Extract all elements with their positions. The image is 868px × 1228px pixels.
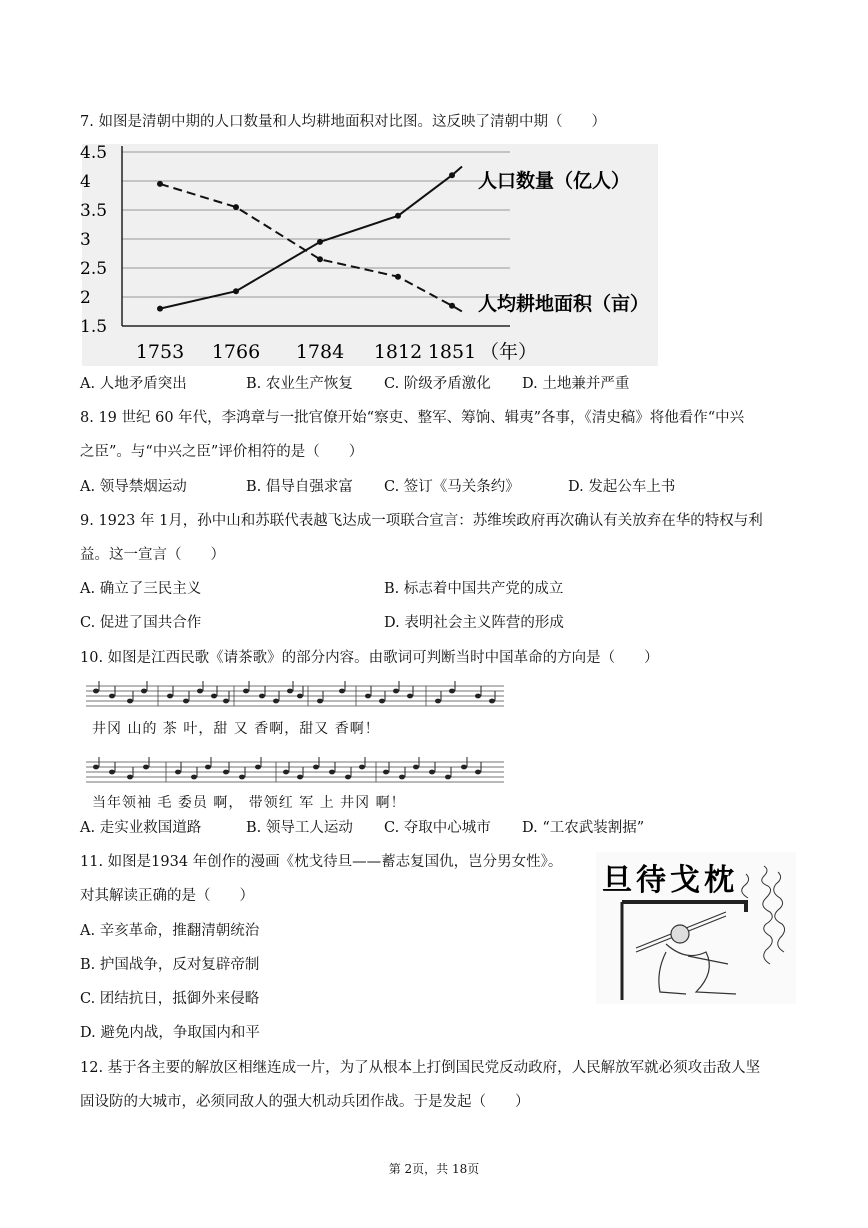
q9-option-b[interactable]: B. 标志着中国共产党的成立 [384, 581, 564, 597]
music-note [339, 689, 345, 694]
music-note [211, 694, 217, 699]
data-point [449, 172, 455, 178]
music-note [297, 694, 303, 699]
music-note [223, 699, 229, 704]
x-tick-label: 1753 [135, 341, 185, 363]
music-note [127, 775, 133, 780]
x-tick-label: 1851 [427, 341, 477, 363]
q8-option-d[interactable]: D. 发起公车上书 [568, 479, 676, 495]
population-farmland-chart [80, 140, 670, 370]
q11-stem2: 对其解读正确的是（ ） [80, 888, 254, 904]
music-note [93, 765, 99, 770]
x-tick-label: 1812 [373, 341, 423, 363]
y-tick-label: 2 [80, 288, 91, 308]
music-note [435, 699, 441, 704]
q9-option-c[interactable]: C. 促进了国共合作 [80, 615, 202, 631]
music-note [379, 699, 385, 704]
q10-option-a[interactable]: A. 走实业救国道路 [80, 820, 202, 836]
q12-stem-line1: 12. 基于各主要的解放区相继连成一片，为了从根本上打倒国民党反动政府，人民解放军就必须攻击敌人坚 [80, 1060, 761, 1076]
y-tick-label: 4.5 [80, 143, 108, 163]
x-tick-label: 1766 [211, 341, 261, 363]
y-tick-label: 3 [80, 230, 91, 250]
q12-stem-line2: 固设防的大城市，必须同敌人的强大机动兵团作战。于是发起（ ） [80, 1094, 530, 1110]
music-note [255, 765, 261, 770]
music-note [287, 689, 293, 694]
q8-stem-line1: 8. 19 世纪 60 年代，李鸿章与一批官僚开始“察吏、整军、筹饷、辑夷”各事，《清史稿》将他看作“中兴 [80, 410, 745, 426]
music-note [183, 699, 189, 704]
y-tick-label: 1.5 [80, 317, 108, 337]
q9-option-d[interactable]: D. 表明社会主义阵营的形成 [384, 615, 564, 631]
music-note [205, 765, 211, 770]
music-score-line1 [86, 676, 506, 712]
music-note [317, 699, 323, 704]
music-note [359, 765, 365, 770]
q11-stem: 11. 如图是1934 年创作的漫画《枕戈待旦——蓄志复国仇，岂分男女性》。 [80, 854, 563, 870]
music-note [109, 770, 115, 775]
music-note [223, 770, 229, 775]
music-note [191, 775, 197, 780]
music-note [141, 689, 147, 694]
music-note [239, 775, 245, 780]
music-score-line2 [86, 752, 506, 788]
music-note [197, 689, 203, 694]
music-note [297, 775, 303, 780]
music-note [413, 765, 419, 770]
data-point [449, 303, 455, 309]
q9-stem-line2: 益。这一宣言（ ） [80, 547, 225, 563]
q10-option-d[interactable]: D. “工农武装割据” [522, 820, 645, 836]
music-note [175, 770, 181, 775]
data-point [157, 306, 163, 312]
data-point [395, 274, 401, 280]
music-note [329, 770, 335, 775]
music-note [143, 765, 149, 770]
q9-option-a[interactable]: A. 确立了三民主义 [80, 581, 202, 597]
data-point [317, 239, 323, 245]
music-note [313, 765, 319, 770]
music-note [383, 770, 389, 775]
q7-option-c[interactable]: C. 阶级矛盾激化 [384, 376, 491, 392]
x-tick-label: 1784 [295, 341, 345, 363]
data-point [317, 256, 323, 262]
music-note [273, 699, 279, 704]
music-note [93, 689, 99, 694]
music-note [167, 694, 173, 699]
q10-stem: 10. 如图是江西民歌《请茶歌》的部分内容。由歌词可判断当时中国革命的方向是（ ） [80, 650, 659, 666]
music-note [109, 694, 115, 699]
cartoon-image [596, 852, 796, 1004]
q8-option-c[interactable]: C. 签订《马关条约》 [384, 479, 520, 495]
q11-option-c[interactable]: C. 团结抗日，抵御外来侵略 [80, 991, 260, 1007]
x-unit-label: （年） [480, 341, 538, 363]
music-note [475, 770, 481, 775]
music-note [393, 689, 399, 694]
music-note [399, 775, 405, 780]
q10-option-b[interactable]: B. 领导工人运动 [246, 820, 353, 836]
music-note [461, 765, 467, 770]
data-point [395, 213, 401, 219]
q7-option-d[interactable]: D. 土地兼并严重 [522, 376, 630, 392]
music-note [283, 770, 289, 775]
music-note [475, 694, 481, 699]
music-note [259, 694, 265, 699]
cartoon-title: 旦待戈枕 [602, 863, 738, 898]
data-point [157, 181, 163, 187]
q11-option-a[interactable]: A. 辛亥革命，推翻清朝统治 [80, 923, 260, 939]
q9-stem-line1: 9. 1923 年 1月，孙中山和苏联代表越飞达成一项联合宣言：苏维埃政府再次确认有关放弃在华的特权与利 [80, 513, 763, 529]
y-tick-label: 4 [80, 172, 91, 192]
music-note [449, 689, 455, 694]
series-label-farmland: 人均耕地面积（亩） [478, 293, 650, 315]
lyrics-line1: 井冈 山的 茶 叶，甜 又 香啊，甜又 香啊！ [92, 721, 380, 737]
page-footer: 第 2页，共 18页 [388, 1162, 480, 1176]
q8-option-a[interactable]: A. 领导禁烟运动 [80, 479, 187, 495]
series-label-population: 人口数量（亿人） [478, 170, 631, 192]
music-note [345, 775, 351, 780]
music-note [243, 689, 249, 694]
y-tick-label: 3.5 [80, 201, 108, 221]
q11-option-b[interactable]: B. 护国战争，反对复辟帝制 [80, 957, 260, 973]
data-point [233, 288, 239, 294]
q8-stem-line2: 之臣”。与“中兴之臣”评价相符的是（ ） [80, 444, 364, 460]
q8-option-b[interactable]: B. 倡导自强求富 [246, 479, 353, 495]
q11-option-d[interactable]: D. 避免内战，争取国内和平 [80, 1025, 260, 1041]
music-note [489, 699, 495, 704]
music-note [127, 699, 133, 704]
lyrics-line2: 当年领袖 毛 委员 啊， 带领红 军 上 井冈 啊！ [92, 795, 406, 811]
data-point [233, 204, 239, 210]
q7-option-a[interactable]: A. 人地矛盾突出 [80, 376, 187, 392]
y-tick-label: 2.5 [80, 259, 108, 279]
music-note [445, 775, 451, 780]
music-note [365, 694, 371, 699]
music-note [429, 770, 435, 775]
q10-option-c[interactable]: C. 夺取中心城市 [384, 820, 491, 836]
music-note [407, 694, 413, 699]
q7-stem: 7. 如图是清朝中期的人口数量和人均耕地面积对比图。这反映了清朝中期（ ） [80, 114, 606, 130]
q7-option-b[interactable]: B. 农业生产恢复 [246, 376, 353, 392]
